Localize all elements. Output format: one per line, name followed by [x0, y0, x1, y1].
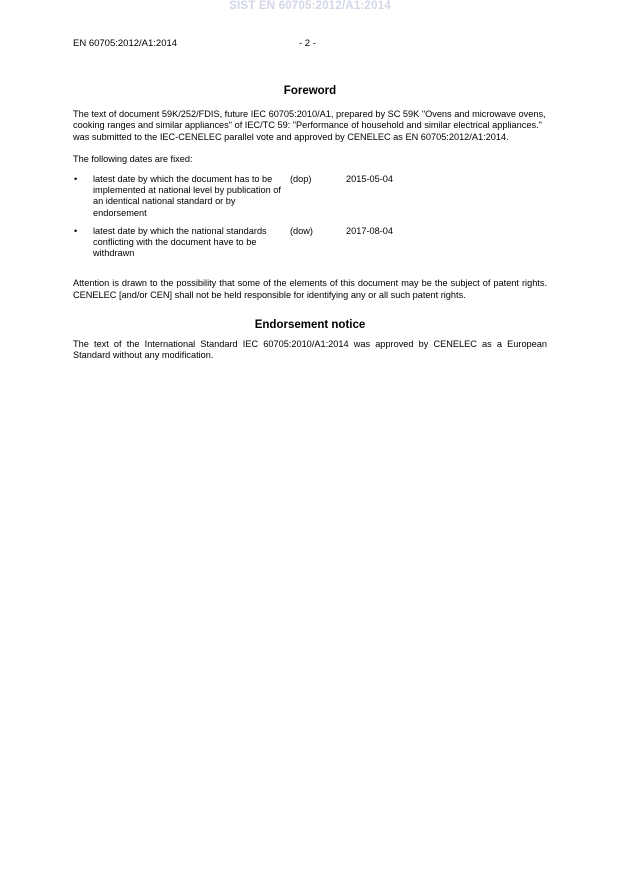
date-item-dow	[73, 226, 547, 260]
dates-intro: The following dates are fixed:	[73, 153, 193, 164]
bullet-icon: •	[74, 225, 78, 236]
foreword-paragraph: The text of document 59K/252/FDIS, future IEC 60705:2010/A1, prepared by SC 59K "Ovens and microwave ovens, cooking ranges and similar appliances" of IEC/TC 59: "Performance of household and similar electrical appliances." was submitted to the IEC-CENELEC parallel vote and approved by CENELEC as EN 60705:2012/A1:2014.	[73, 109, 546, 142]
date-abbreviation: (dop)	[290, 174, 312, 185]
date-description: latest date by which the national standards conflicting with the document have to be withdrawn	[93, 225, 267, 259]
document-reference: EN 60705:2012/A1:2014	[73, 38, 178, 49]
page-number: - 2 -	[299, 38, 316, 49]
page-content	[73, 86, 547, 361]
endorsement-paragraph: The text of the International Standard IEC 60705:2010/A1:2014 was approved by CENELEC as a European Standard without any modification.	[73, 339, 547, 361]
endorsement-heading: Endorsement notice	[254, 318, 366, 331]
page-header	[73, 38, 547, 52]
foreword-heading: Foreword	[283, 85, 337, 97]
watermark: SIST EN 60705:2012/A1:2014	[229, 0, 391, 12]
date-description: latest date by which the document has to be implemented at national level by publication of an identical national standard or by endorsement	[93, 174, 281, 218]
date-value: 2017-08-04	[346, 225, 393, 236]
date-abbreviation: (dow)	[290, 225, 313, 236]
bullet-icon: •	[74, 174, 78, 185]
dates-list	[73, 174, 547, 259]
date-value: 2015-05-04	[346, 174, 393, 185]
date-item-dop	[73, 174, 547, 219]
patent-attention-paragraph: Attention is drawn to the possibility that some of the elements of this document may be the subject of patent rights. CENELEC [and/or CEN] shall not be held responsible for identifying any or all such patent rights.	[73, 278, 547, 300]
